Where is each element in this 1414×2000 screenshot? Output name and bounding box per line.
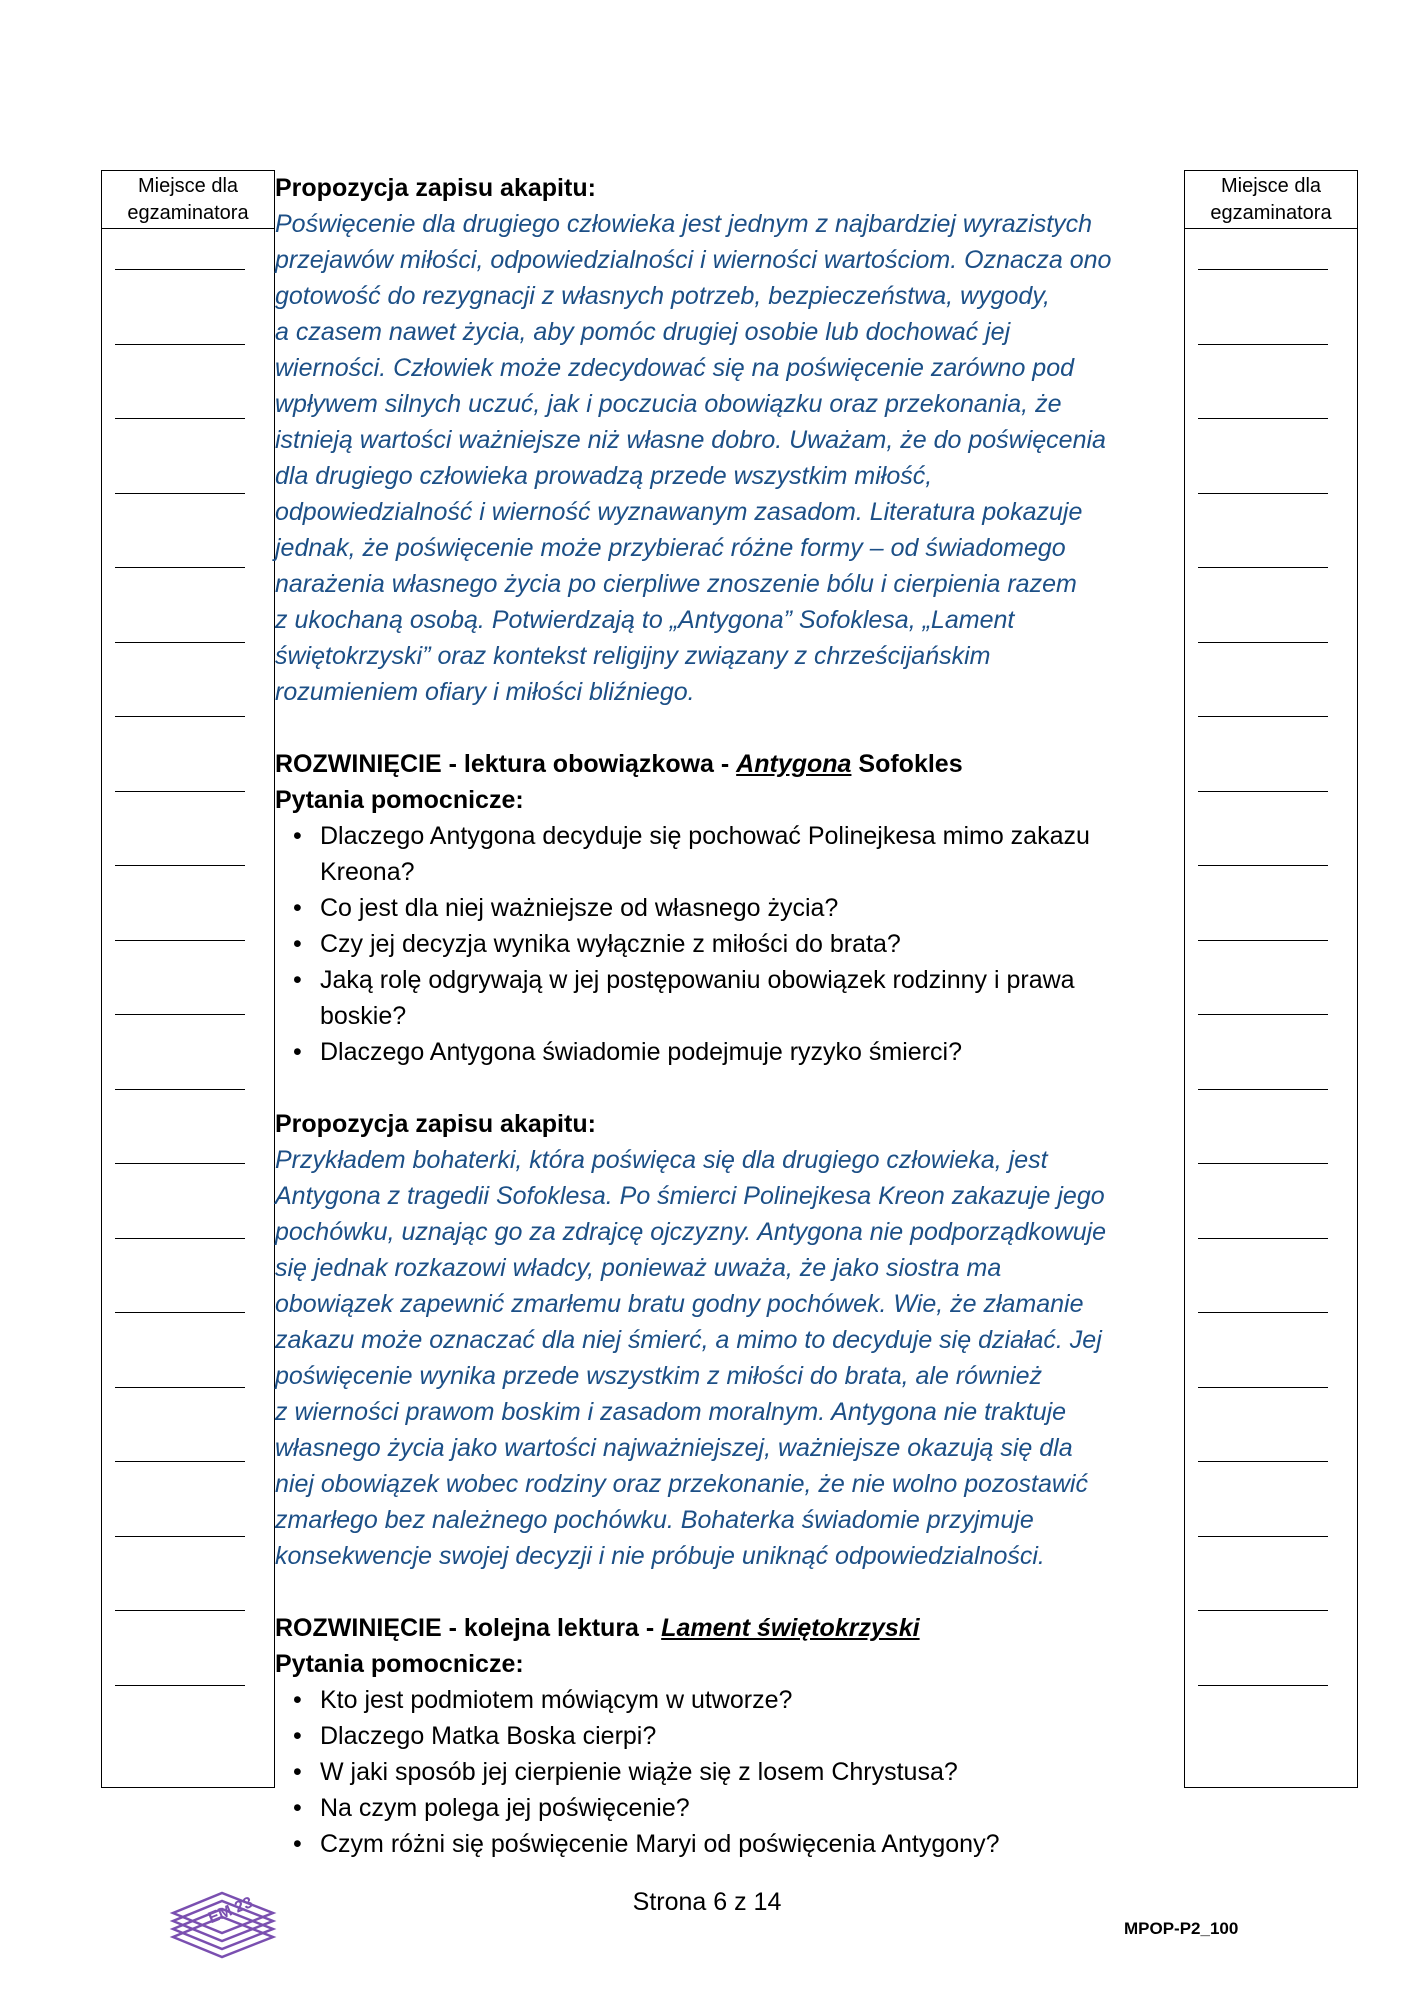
paragraph-line: a czasem nawet życia, aby pomóc drugiej osobie lub dochować jej [275, 318, 1011, 346]
score-line[interactable] [115, 269, 245, 270]
examiner-label-line1: Miejsce dla [137, 175, 239, 197]
score-line[interactable] [115, 1089, 245, 1090]
list-item-text: boskie? [320, 1002, 407, 1030]
bullet-icon: • [293, 822, 302, 850]
examiner-label-line2: egzaminatora [1210, 202, 1332, 224]
paragraph-line: konsekwencje swojej decyzji i nie próbuje uniknąć odpowiedzialności. [275, 1542, 1045, 1570]
bullet-icon: • [293, 894, 302, 922]
examiner-label-line2: egzaminatora [127, 202, 249, 224]
list-item-text: Kreona? [320, 858, 415, 886]
score-line[interactable] [1198, 493, 1328, 494]
score-line[interactable] [1198, 1014, 1328, 1015]
paragraph-line: zmarłego bez należnego pochówku. Bohaterka świadomie przyjmuje [275, 1506, 1034, 1534]
score-line[interactable] [1198, 716, 1328, 717]
paragraph-line: dla drugiego człowieka prowadzą przede wszystkim miłość, [275, 462, 933, 490]
list-item [293, 962, 1175, 1034]
score-line[interactable] [1198, 567, 1328, 568]
bullet-icon: • [293, 1686, 302, 1714]
paragraph-line: obowiązek zapewnić zmarłemu bratu godny pochówek. Wie, że złamanie [275, 1290, 1084, 1318]
score-line[interactable] [115, 493, 245, 494]
paragraph-line: się jednak rozkazowi władcy, ponieważ uważa, że jako siostra ma [275, 1254, 1002, 1282]
section-heading-lament [275, 1610, 1175, 1646]
paragraph-line: z ukochaną osobą. Potwierdzają to „Antygona” Sofoklesa, „Lament [275, 606, 1015, 634]
list-item [293, 1034, 1175, 1070]
list-item [293, 818, 1175, 890]
score-line[interactable] [115, 1685, 245, 1686]
paragraph-line: przejawów miłości, odpowiedzialności i wierności wartościom. Oznacza ono [275, 246, 1112, 274]
list-item [293, 1718, 1175, 1754]
paragraph-line: narażenia własnego życia po cierpliwe znoszenie bólu i cierpienia razem [275, 570, 1077, 598]
examiner-box-header [102, 171, 274, 229]
questions-list [275, 1682, 1175, 1862]
examiner-box-right [1184, 170, 1358, 1788]
examiner-label-line1: Miejsce dla [1220, 175, 1322, 197]
score-line[interactable] [1198, 642, 1328, 643]
heading-prefix: ROZWINIĘCIE - kolejna lektura - [275, 1614, 662, 1642]
score-line[interactable] [115, 1610, 245, 1611]
list-item [293, 926, 1175, 962]
list-item-text: W jaki sposób jej cierpienie wiąże się z losem Chrystusa? [320, 1758, 958, 1786]
score-line[interactable] [1198, 791, 1328, 792]
list-item [293, 890, 1175, 926]
list-item-text: Dlaczego Antygona decyduje się pochować Polinejkesa mimo zakazu [320, 822, 1090, 850]
list-item [293, 1754, 1175, 1790]
score-line[interactable] [115, 1387, 245, 1388]
score-line[interactable] [1198, 1163, 1328, 1164]
document-code: MPOP-P2_100 [1124, 1919, 1239, 1938]
list-item-text: Dlaczego Antygona świadomie podejmuje ryzyko śmierci? [320, 1038, 962, 1066]
list-item-text: Kto jest podmiotem mówiącym w utworze? [320, 1686, 793, 1714]
list-item-text: Co jest dla niej ważniejsze od własnego życia? [320, 894, 839, 922]
score-line[interactable] [115, 1536, 245, 1537]
bullet-icon: • [293, 1830, 302, 1858]
heading-prefix: ROZWINIĘCIE - lektura obowiązkowa - [275, 750, 737, 778]
questions-list [275, 818, 1175, 1070]
paragraph-line: Poświęcenie dla drugiego człowieka jest jednym z najbardziej wyrazistych [275, 210, 1093, 238]
list-item [293, 1790, 1175, 1826]
bullet-icon: • [293, 1758, 302, 1786]
score-line[interactable] [115, 1163, 245, 1164]
book-title: Lament świętokrzyski [661, 1614, 920, 1642]
paragraph-line: gotowość do rezygnacji z własnych potrzeb, bezpieczeństwa, wygody, [275, 282, 1050, 310]
paragraph-line: pochówku, uznając go za zdrajcę ojczyzny. Antygona nie podporządkowuje [275, 1218, 1107, 1246]
section-heading-antygona [275, 746, 1175, 782]
paragraph-line: własnego życia jako wartości najważniejszej, ważniejsze okazują się dla [275, 1434, 1073, 1462]
list-item-text: Jaką rolę odgrywają w jej postępowaniu obowiązek rodzinny i prawa [320, 966, 1075, 994]
questions-label: Pytania pomocnicze: [275, 1650, 524, 1678]
paragraph-line: Przykładem bohaterki, która poświęca się dla drugiego człowieka, jest [275, 1146, 1048, 1174]
score-line[interactable] [1198, 1536, 1328, 1537]
score-line[interactable] [1198, 1312, 1328, 1313]
score-line[interactable] [115, 418, 245, 419]
examiner-box-header [1185, 171, 1357, 229]
paragraph-proposal-intro [275, 206, 1175, 710]
bullet-icon: • [293, 966, 302, 994]
book-title: Antygona [736, 750, 852, 778]
score-line[interactable] [1198, 1238, 1328, 1239]
score-line[interactable] [1198, 344, 1328, 345]
score-line[interactable] [115, 1014, 245, 1015]
list-item-text: Na czym polega jej poświęcenie? [320, 1794, 690, 1822]
bullet-icon: • [293, 1038, 302, 1066]
paragraph-line: odpowiedzialność i wierność wyznawanym zasadom. Literatura pokazuje [275, 498, 1083, 526]
paragraph-line: wpływem silnych uczuć, jak i poczucia obowiązku oraz przekonania, że [275, 390, 1062, 418]
paragraph-line: poświęcenie wynika przede wszystkim z miłości do brata, ale również [275, 1362, 1042, 1390]
bullet-icon: • [293, 1722, 302, 1750]
score-line[interactable] [1198, 1089, 1328, 1090]
heading-suffix: Sofokles [851, 750, 963, 778]
list-item-text: Czy jej decyzja wynika wyłącznie z miłości do brata? [320, 930, 901, 958]
score-line[interactable] [1198, 1685, 1328, 1686]
questions-label: Pytania pomocnicze: [275, 786, 524, 814]
main-content [275, 170, 1175, 1862]
score-line[interactable] [115, 642, 245, 643]
list-item-text: Czym różni się poświęcenie Maryi od poświęcenia Antygony? [320, 1830, 1000, 1858]
list-item [293, 1682, 1175, 1718]
section-heading: Propozycja zapisu akapitu: [275, 174, 596, 202]
examiner-box-left [101, 170, 275, 1788]
score-line[interactable] [115, 567, 245, 568]
score-line[interactable] [1198, 1387, 1328, 1388]
paragraph-line: Antygona z tragedii Sofoklesa. Po śmierci Polinejkesa Kreon zakazuje jego [275, 1182, 1105, 1210]
score-line[interactable] [115, 1312, 245, 1313]
score-line[interactable] [1198, 418, 1328, 419]
score-line[interactable] [115, 791, 245, 792]
logo-text: EM 23 [206, 1894, 256, 1928]
paragraph-line: zakazu może oznaczać dla niej śmierć, a mimo to decyduje się działać. Jej [275, 1326, 1102, 1354]
paragraph-line: rozumieniem ofiary i miłości bliźniego. [275, 678, 695, 706]
list-item-text: Dlaczego Matka Boska cierpi? [320, 1722, 657, 1750]
score-line[interactable] [1198, 940, 1328, 941]
score-line[interactable] [1198, 1461, 1328, 1462]
score-line[interactable] [1198, 865, 1328, 866]
score-line[interactable] [115, 1461, 245, 1462]
bullet-icon: • [293, 930, 302, 958]
list-item [293, 1826, 1175, 1862]
score-line[interactable] [115, 1238, 245, 1239]
score-line[interactable] [115, 940, 245, 941]
paragraph-line: jednak, że poświęcenie może przybierać różne formy – od świadomego [275, 534, 1066, 562]
section-heading: Propozycja zapisu akapitu: [275, 1110, 596, 1138]
page-number: Strona 6 z 14 [632, 1888, 782, 1916]
paragraph-line: z wierności prawom boskim i zasadom moralnym. Antygona nie traktuje [275, 1398, 1067, 1426]
score-line[interactable] [115, 865, 245, 866]
paragraph-line: świętokrzyski” oraz kontekst religijny związany z chrześcijańskim [275, 642, 991, 670]
bullet-icon: • [293, 1794, 302, 1822]
paragraph-proposal-antygona [275, 1142, 1175, 1574]
score-line[interactable] [1198, 269, 1328, 270]
score-line[interactable] [1198, 1610, 1328, 1611]
paragraph-line: niej obowiązek wobec rodziny oraz przekonanie, że nie wolno pozostawić [275, 1470, 1088, 1498]
score-line[interactable] [115, 344, 245, 345]
score-line[interactable] [115, 716, 245, 717]
paragraph-line: wierności. Człowiek może zdecydować się na poświęcenie zarówno pod [275, 354, 1074, 382]
paragraph-line: istnieją wartości ważniejsze niż własne dobro. Uważam, że do poświęcenia [275, 426, 1106, 454]
